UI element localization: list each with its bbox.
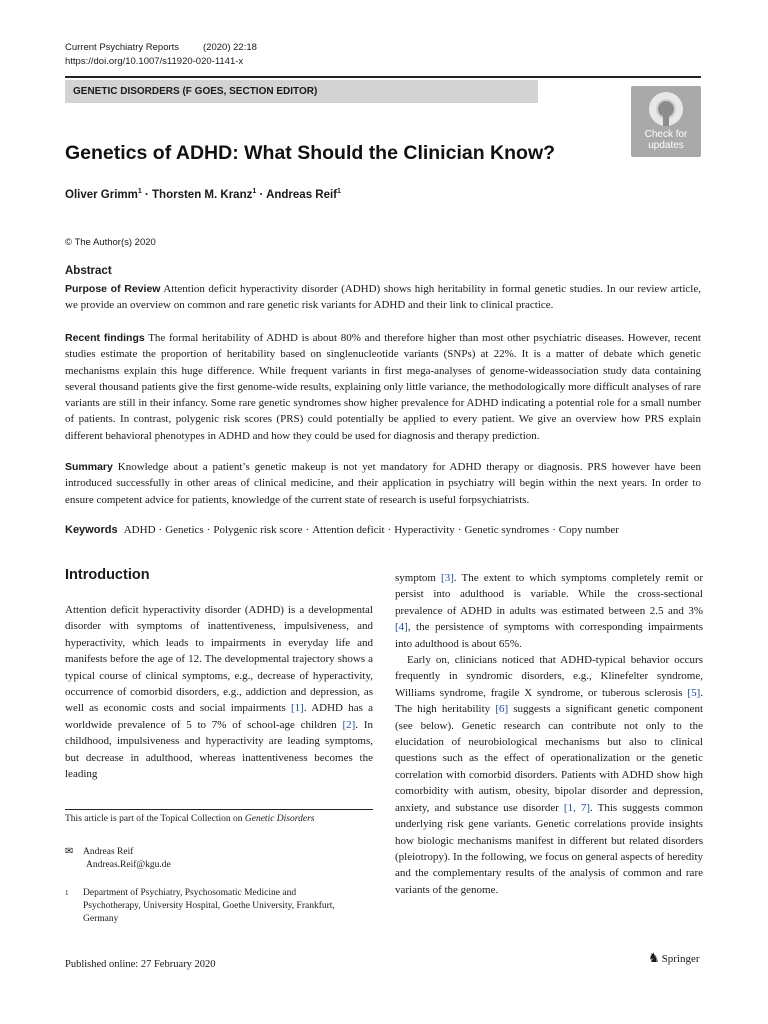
keywords-line bbox=[65, 522, 705, 538]
paragraph bbox=[65, 602, 373, 782]
keyword: Genetics bbox=[165, 524, 204, 536]
crossmark-label-1: Check for bbox=[644, 129, 688, 140]
author-affil-mark: 1 bbox=[137, 188, 142, 195]
affiliation-text: Department of Psychiatry, Psychosomatic Medicine and Psychotherapy, University Hospital, Goethe University, Frankfurt, Germany bbox=[83, 888, 335, 924]
volume-info: (2020) 22:18 bbox=[203, 42, 257, 53]
contact-name: Andreas Reif bbox=[83, 847, 134, 857]
paragraph-text: . The extent to which symptoms completely remit or persist into adulthood is variable. While the cross-sectional prevalence of ADHD in adults was estimated between 2.5 and 3% bbox=[395, 572, 704, 617]
paragraph-text: symptom bbox=[395, 572, 442, 584]
author-list bbox=[65, 184, 341, 203]
keywords-label: Keywords bbox=[65, 524, 118, 536]
author-separator: · bbox=[144, 188, 149, 201]
recent-findings-text: The formal heritability of ADHD is about 80% and therefore higher than most other psychiatric diseases. However, recent studies estimate the proportion of heritability based on singlenucleotide variants (SNPs) at 22%. It is a matter of debate which genetic mechanisms explain this huge difference. While frequent variants in first mega-analyses of genome-wideassociation study data containing several thousand patients give the first genome-wide results, explaining only little variance, the methodologically more difficult analyses of rare variants are still in their infancy. Some rare genetic syndromes show higher prevalence for ADHD indicating a potential role for a small number of patients. In contrast, polygenic risk scores (PRS) could potentially be applied to every patient. We give an overview how PRS explain different behavioral phenotypes in ADHD and how they could be used for diagnosis and therapy prediction. bbox=[65, 332, 701, 442]
citation-link[interactable]: [2] bbox=[342, 718, 356, 731]
citation-link[interactable]: [1] bbox=[291, 702, 304, 715]
introduction-heading: Introduction bbox=[65, 567, 150, 583]
paragraph-text: . ADHD has a worldwide prevalence of 5 to 7% of school-age children bbox=[65, 702, 374, 731]
topical-prefix: This article is part of the Topical Collection on bbox=[65, 814, 245, 824]
keyword: Hyperactivity bbox=[394, 524, 455, 536]
crossmark-label-2: updates bbox=[648, 140, 684, 151]
author-name[interactable]: Oliver Grimm bbox=[65, 188, 138, 201]
crossmark-icon bbox=[649, 92, 683, 126]
abstract-purpose bbox=[65, 281, 701, 314]
article-title: Genetics of ADHD: What Should the Clinician Know? bbox=[65, 142, 556, 164]
footnote-rule bbox=[65, 809, 373, 810]
paragraph bbox=[395, 652, 703, 898]
journal-name: Current Psychiatry Reports bbox=[65, 42, 180, 53]
abstract-recent-findings bbox=[65, 330, 701, 444]
recent-findings-label: Recent findings bbox=[65, 332, 145, 344]
check-for-updates-badge[interactable] bbox=[631, 86, 701, 157]
abstract-summary bbox=[65, 459, 701, 508]
keyword: Attention deficit bbox=[312, 524, 385, 536]
keyword-separator: · bbox=[305, 524, 310, 536]
paragraph-text: Early on, clinicians noticed that ADHD-typical behavior occurs frequently in syndromic disorders, e.g., Klinefelter syndrome, Williams syndrome, fragile X syndrome, or tuberous sclerosis bbox=[395, 654, 703, 699]
paragraph-text: . This suggests common underlying risk gene variants. Genetic correlations provide insights how biologic mechanisms manifest in different but related disorders (pleiotropy). In the following, we focus on general aspects of heredity and the complementary results of the analysis of common and rare variants of the genome. bbox=[395, 801, 703, 896]
keyword-separator: · bbox=[158, 524, 163, 536]
topical-collection-note bbox=[65, 813, 314, 826]
purpose-text: Attention deficit hyperactivity disorder (ADHD) shows high heritability in formal genetic studies. In our review article, we provide an overview on common and rare genetic risk variants for ADHD and their link to clinical practice. bbox=[65, 283, 701, 312]
keyword-separator: · bbox=[206, 524, 211, 536]
springer-horse-icon: ♞ bbox=[648, 951, 660, 966]
summary-text: Knowledge about a patient’s genetic makeup is not yet mandatory for ADHD therapy or diagnosis. PRS however have been introduced successfully in other areas of clinical medicine, and their application in psychiatry will begin within the next years. In order to ensure competent advice for patients, knowledge of the current state of research is useful forpsychiatrists. bbox=[65, 461, 702, 506]
paragraph-text: suggests a significant genetic component (see below). Genetic research can contribute not only to the elucidation of neurobiological mechanisms but also to clinical questions such as the effect of operationalization or the genetic correlation with comorbid disorders. Patients with ADHD show high comorbidity with autism, obesity, bipolar disorder and depression, anxiety, and substance use disorder bbox=[395, 703, 703, 814]
citation-link[interactable]: [6] bbox=[495, 703, 509, 716]
journal-header bbox=[65, 41, 257, 54]
corresponding-author bbox=[65, 845, 171, 872]
citation-link[interactable]: [4] bbox=[395, 621, 408, 634]
summary-label: Summary bbox=[65, 461, 113, 473]
introduction-left-column bbox=[65, 602, 373, 782]
author-affil-mark: 1 bbox=[252, 188, 257, 195]
keyword-separator: · bbox=[457, 524, 462, 536]
envelope-icon: ✉ bbox=[65, 846, 74, 857]
publisher-logo bbox=[648, 952, 700, 966]
section-banner: GENETIC DISORDERS (F GOES, SECTION EDITOR) bbox=[65, 80, 538, 103]
affiliation-note bbox=[65, 887, 355, 926]
keyword: Copy number bbox=[558, 524, 619, 536]
paragraph bbox=[395, 570, 703, 652]
affiliation-number: 1 bbox=[65, 889, 69, 897]
topical-collection-name: Genetic Disorders bbox=[244, 814, 315, 824]
header-rule bbox=[65, 76, 701, 78]
author-name[interactable]: Andreas Reif bbox=[266, 188, 338, 201]
author-affil-mark: 1 bbox=[337, 188, 341, 195]
introduction-right-column bbox=[395, 570, 703, 898]
doi-link[interactable]: https://doi.org/10.1007/s11920-020-1141-x bbox=[65, 56, 244, 67]
citation-link[interactable]: [1, 7] bbox=[563, 801, 591, 814]
keyword: Genetic syndromes bbox=[464, 524, 550, 536]
keyword-separator: · bbox=[387, 524, 392, 536]
contact-email[interactable]: Andreas.Reif@kgu.de bbox=[86, 860, 171, 870]
keyword: ADHD bbox=[123, 524, 156, 536]
citation-link[interactable]: [5] bbox=[687, 686, 701, 699]
keyword: Polygenic risk score bbox=[213, 524, 303, 536]
paragraph-text: , the persistence of symptoms with corresponding impairments into adulthood is about 65%. bbox=[395, 621, 703, 650]
copyright-notice: © The Author(s) 2020 bbox=[65, 237, 156, 248]
author-separator: · bbox=[259, 188, 264, 201]
paragraph-text: . The high heritability bbox=[395, 686, 703, 716]
published-date: Published online: 27 February 2020 bbox=[65, 959, 216, 970]
author-name[interactable]: Thorsten M. Kranz bbox=[152, 188, 253, 201]
citation-link[interactable]: [3] bbox=[441, 572, 454, 584]
keyword-separator: · bbox=[552, 524, 556, 536]
purpose-label: Purpose of Review bbox=[65, 283, 161, 295]
paragraph-text: Attention deficit hyperactivity disorder (ADHD) is a developmental disorder with symptoms of inattentiveness, impulsiveness, and hyperactivity, which leads to impairments in everyday life and manifests before the age of 12. The developmental trajectory shows a typical course of clinical symptoms, e.g., decrease of hyperactivity, occurrence of comorbid disorders, e.g., addiction and depression, as well as economic costs and social impairments bbox=[65, 604, 373, 715]
publisher-name: Springer bbox=[661, 953, 700, 965]
abstract-heading: Abstract bbox=[65, 265, 112, 277]
paragraph-text: . In childhood, impulsiveness and hyperactivity are leading symptoms, but decrease in adulthood, whereas inattentiveness becomes the leading bbox=[65, 718, 373, 781]
